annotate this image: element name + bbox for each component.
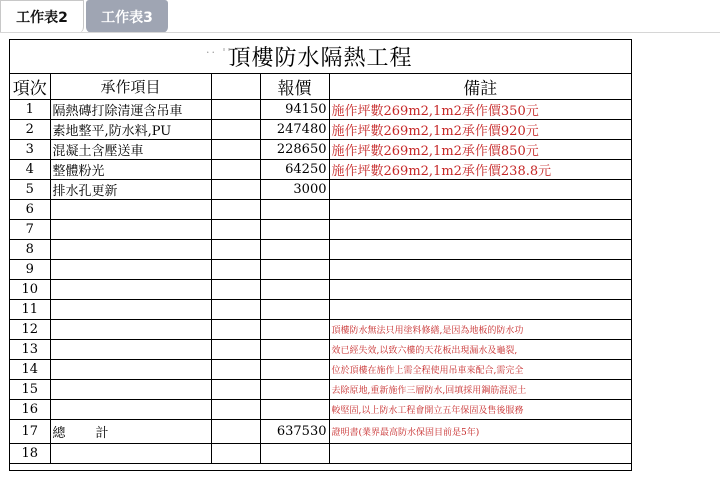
price-cell[interactable] <box>260 360 329 380</box>
table-row <box>10 280 631 300</box>
item-cell[interactable]: 排水孔更新 <box>50 180 211 200</box>
price-cell[interactable]: 247480 <box>260 120 329 140</box>
row-number-cell[interactable]: 7 <box>10 220 50 240</box>
header-empty-cell[interactable] <box>211 74 260 100</box>
row-number-cell[interactable]: 12 <box>10 320 50 340</box>
faint-title-mark: ·· '' <box>206 46 233 59</box>
empty-cell[interactable] <box>329 444 631 464</box>
price-cell[interactable]: 64250 <box>260 160 329 180</box>
empty-cell[interactable] <box>50 444 211 464</box>
price-cell[interactable] <box>260 260 329 280</box>
price-cell[interactable] <box>260 240 329 260</box>
title-row[interactable] <box>10 40 631 74</box>
row-number-cell[interactable]: 13 <box>10 340 50 360</box>
table-row <box>10 120 631 140</box>
sheet-title: 頂樓防水隔熱工程 <box>228 46 413 71</box>
table-row <box>10 180 631 200</box>
row-number-cell[interactable]: 3 <box>10 140 50 160</box>
table-row <box>10 444 631 464</box>
row-number-cell[interactable]: 17 <box>10 420 50 444</box>
note-cell[interactable]: 較堅固,以上防水工程會開立五年保固及售後服務 <box>329 400 631 420</box>
item-cell[interactable]: 素地整平,防水料,PU <box>50 120 211 140</box>
note-cell[interactable]: 施作坪數269m2,1m2承作價350元 <box>329 100 631 120</box>
empty-cell[interactable] <box>211 380 260 400</box>
header-item[interactable]: 承作項目 <box>50 74 211 100</box>
total-price-cell[interactable]: 637530 <box>260 420 329 444</box>
total-note-cell[interactable]: 證明書(業界最高防水保固目前是5年) <box>329 420 631 444</box>
note-cell[interactable]: 施作坪數269m2,1m2承作價238.8元 <box>329 160 631 180</box>
price-cell[interactable] <box>260 220 329 240</box>
table-row <box>10 340 631 360</box>
item-cell[interactable] <box>50 240 211 260</box>
note-cell[interactable] <box>329 180 631 200</box>
empty-cell[interactable] <box>211 180 260 200</box>
note-cell[interactable]: 頂樓防水無法只用塗料修繕,是因為地板的防水功 <box>329 320 631 340</box>
table-row <box>10 400 631 420</box>
item-cell[interactable] <box>50 220 211 240</box>
quote-table <box>10 74 631 464</box>
empty-cell[interactable] <box>211 444 260 464</box>
price-cell[interactable] <box>260 280 329 300</box>
item-cell[interactable]: 隔熱磚打除清運含吊車 <box>50 100 211 120</box>
table-row <box>10 100 631 120</box>
empty-cell[interactable] <box>211 140 260 160</box>
item-cell[interactable] <box>50 200 211 220</box>
sheet-tab-bar <box>0 0 720 33</box>
note-cell[interactable]: 施作坪數269m2,1m2承作價850元 <box>329 140 631 160</box>
item-cell[interactable] <box>50 380 211 400</box>
note-cell[interactable] <box>329 220 631 240</box>
empty-cell[interactable] <box>211 320 260 340</box>
header-price[interactable]: 報價 <box>260 74 329 100</box>
note-cell[interactable] <box>329 200 631 220</box>
price-cell[interactable]: 94150 <box>260 100 329 120</box>
empty-cell[interactable] <box>211 360 260 380</box>
empty-cell[interactable] <box>211 340 260 360</box>
note-cell[interactable] <box>329 300 631 320</box>
note-cell[interactable] <box>329 240 631 260</box>
price-cell[interactable] <box>260 320 329 340</box>
row-number-cell[interactable]: 16 <box>10 400 50 420</box>
table-row <box>10 220 631 240</box>
item-cell[interactable] <box>50 360 211 380</box>
note-cell[interactable]: 施作坪數269m2,1m2承作價920元 <box>329 120 631 140</box>
row-number-cell[interactable]: 18 <box>10 444 50 464</box>
empty-cell[interactable] <box>211 100 260 120</box>
row-number-cell[interactable]: 14 <box>10 360 50 380</box>
note-cell[interactable] <box>329 280 631 300</box>
header-row <box>10 74 631 100</box>
row-number-cell[interactable]: 8 <box>10 240 50 260</box>
table-row <box>10 200 631 220</box>
price-cell[interactable]: 228650 <box>260 140 329 160</box>
tab-sheet3[interactable]: 工作表3 <box>86 0 168 33</box>
row-number-cell[interactable]: 15 <box>10 380 50 400</box>
row-number-cell[interactable]: 4 <box>10 160 50 180</box>
row-number-cell[interactable]: 1 <box>10 100 50 120</box>
item-cell[interactable] <box>50 280 211 300</box>
item-cell[interactable]: 混凝土含壓送車 <box>50 140 211 160</box>
note-cell[interactable] <box>329 260 631 280</box>
item-cell[interactable] <box>50 340 211 360</box>
spreadsheet-area <box>9 39 632 471</box>
empty-cell[interactable] <box>211 260 260 280</box>
empty-cell[interactable] <box>211 160 260 180</box>
note-cell[interactable]: 位於頂樓在施作上需全程使用吊車來配合,需完全 <box>329 360 631 380</box>
price-cell[interactable] <box>260 380 329 400</box>
item-cell[interactable] <box>50 260 211 280</box>
row-number-cell[interactable]: 11 <box>10 300 50 320</box>
price-cell[interactable]: 3000 <box>260 180 329 200</box>
empty-cell[interactable] <box>211 280 260 300</box>
table-row <box>10 240 631 260</box>
item-cell[interactable] <box>50 400 211 420</box>
empty-cell[interactable] <box>211 420 260 444</box>
empty-cell[interactable] <box>211 220 260 240</box>
price-cell[interactable] <box>260 400 329 420</box>
table-row <box>10 360 631 380</box>
header-note[interactable]: 備註 <box>329 74 631 100</box>
row-number-cell[interactable]: 6 <box>10 200 50 220</box>
empty-cell[interactable] <box>260 444 329 464</box>
row-number-cell[interactable]: 10 <box>10 280 50 300</box>
empty-cell[interactable] <box>211 300 260 320</box>
empty-cell[interactable] <box>211 400 260 420</box>
header-no[interactable]: 項次 <box>10 74 50 100</box>
item-cell[interactable] <box>50 300 211 320</box>
table-row <box>10 380 631 400</box>
price-cell[interactable] <box>260 300 329 320</box>
note-cell[interactable]: 效已經失效,以致六樓的天花板出現漏水及龜裂, <box>329 340 631 360</box>
total-label-b: 計 <box>95 426 109 441</box>
table-row <box>10 260 631 280</box>
table-row <box>10 160 631 180</box>
total-row <box>10 420 631 444</box>
empty-cell[interactable] <box>211 200 260 220</box>
row-number-cell[interactable]: 9 <box>10 260 50 280</box>
note-cell[interactable]: 去除原地,重新施作三層防水,回填採用鋼筋混泥土 <box>329 380 631 400</box>
row-number-cell[interactable]: 2 <box>10 120 50 140</box>
total-label-cell[interactable] <box>50 420 211 444</box>
table-row <box>10 320 631 340</box>
empty-cell[interactable] <box>211 240 260 260</box>
empty-cell[interactable] <box>211 120 260 140</box>
item-cell[interactable] <box>50 320 211 340</box>
item-cell[interactable]: 整體粉光 <box>50 160 211 180</box>
total-label-a: 總 <box>52 426 66 441</box>
table-row <box>10 140 631 160</box>
table-row <box>10 300 631 320</box>
price-cell[interactable] <box>260 200 329 220</box>
price-cell[interactable] <box>260 340 329 360</box>
tab-divider <box>0 32 720 33</box>
row-number-cell[interactable]: 5 <box>10 180 50 200</box>
tab-sheet2[interactable]: 工作表2 <box>0 0 84 33</box>
